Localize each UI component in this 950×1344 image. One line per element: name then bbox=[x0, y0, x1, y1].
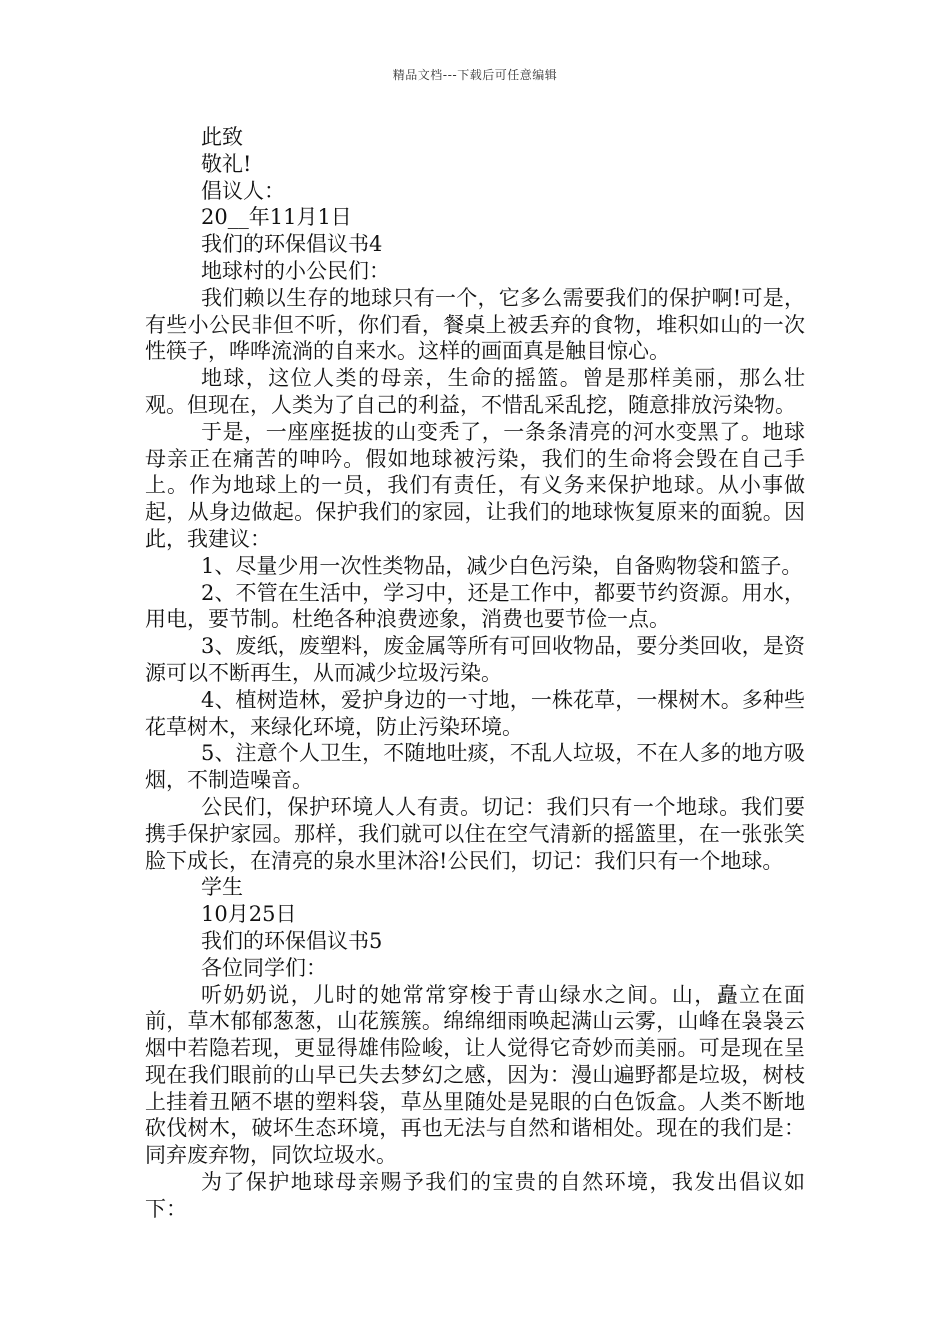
list-item: 4、植树造林，爱护身边的一寸地，一株花草，一棵树木。多种些花草树木，来绿化环境，防止污染环境。 bbox=[145, 687, 805, 739]
signer-line: 倡议人： bbox=[201, 178, 285, 203]
date-line: 20__年11月1日 bbox=[201, 205, 352, 230]
greeting-line: 地球村的小公民们： bbox=[201, 258, 390, 283]
greeting-line: 各位同学们： bbox=[201, 955, 327, 980]
paragraph: 听奶奶说，儿时的她常常穿梭于青山绿水之间。山，矗立在面前，草木郁郁葱葱，山花簇簇。绵绵细雨唤起满山云雾，山峰在袅袅云烟中若隐若现，更显得雄伟险峻，让人觉得它奇妙而美丽。可是现在呈现在我们眼前的山早已失去梦幻之感，因为：漫山遍野都是垃圾，树枝上挂着丑陋不堪的塑料袋，草丛里随处是晃眼的白色饭盒。人类不断地砍伐树木，破坏生态环境，再也无法与自然和谐相处。现在的我们是：同弃废弃物，同饮垃圾水。 bbox=[145, 982, 805, 1168]
date-line: 10月25日 bbox=[201, 902, 297, 927]
paragraph: 于是，一座座挺拔的山变秃了，一条条清亮的河水变黑了。地球母亲正在痛苦的呻吟。假如地球被污染，我们的生命将会毁在自己手上。作为地球上的一员，我们有责任，有义务来保护地球。从小事做起，从身边做起。保护我们的家园，让我们的地球恢复原来的面貌。因此，我建议： bbox=[145, 419, 805, 551]
list-item: 3、废纸，废塑料，废金属等所有可回收物品，要分类回收，是资源可以不断再生，从而减少垃圾污染。 bbox=[145, 634, 805, 685]
section-title: 我们的环保倡议书5 bbox=[201, 928, 383, 953]
paragraph: 地球，这位人类的母亲，生命的摇篮。曾是那样美丽，那么壮观。但现在，人类为了自己的利益，不惜乱采乱挖，随意排放污染物。 bbox=[145, 366, 805, 417]
list-item: 1、尽量少用一次性类物品，减少白色污染，自备购物袋和篮子。 bbox=[201, 553, 803, 578]
salutation-line: 敬礼! bbox=[201, 151, 252, 176]
paragraph: 为了保护地球母亲赐予我们的宝贵的自然环境，我发出倡议如下： bbox=[145, 1170, 805, 1221]
section-title: 我们的环保倡议书4 bbox=[201, 232, 383, 257]
paragraph: 公民们，保护环境人人有责。切记：我们只有一个地球。我们要携手保护家园。那样，我们就可以住在空气清新的摇篮里，在一张张笑脸下成长，在清亮的泉水里沐浴!公民们，切记：我们只有一个地球。 bbox=[145, 794, 805, 873]
list-item: 5、注意个人卫生，不随地吐痰，不乱人垃圾，不在人多的地方吸烟，不制造噪音。 bbox=[145, 741, 805, 793]
paragraph: 我们赖以生存的地球只有一个，它多么需要我们的保护啊!可是，有些小公民非但不听，你们看，餐桌上被丢弃的食物，堆积如山的一次性筷子，哗哗流淌的自来水。这样的画面真是触目惊心。 bbox=[145, 285, 805, 364]
closing-line: 此致 bbox=[201, 125, 243, 149]
signer-line: 学生 bbox=[201, 875, 243, 900]
page-header: 精品文档---下载后可任意编辑 bbox=[392, 68, 558, 82]
list-item: 2、不管在生活中，学习中，还是工作中，都要节约资源。用水，用电，要节制。杜绝各种浪费迹象，消费也要节俭一点。 bbox=[145, 580, 805, 632]
document-body bbox=[145, 124, 805, 1223]
